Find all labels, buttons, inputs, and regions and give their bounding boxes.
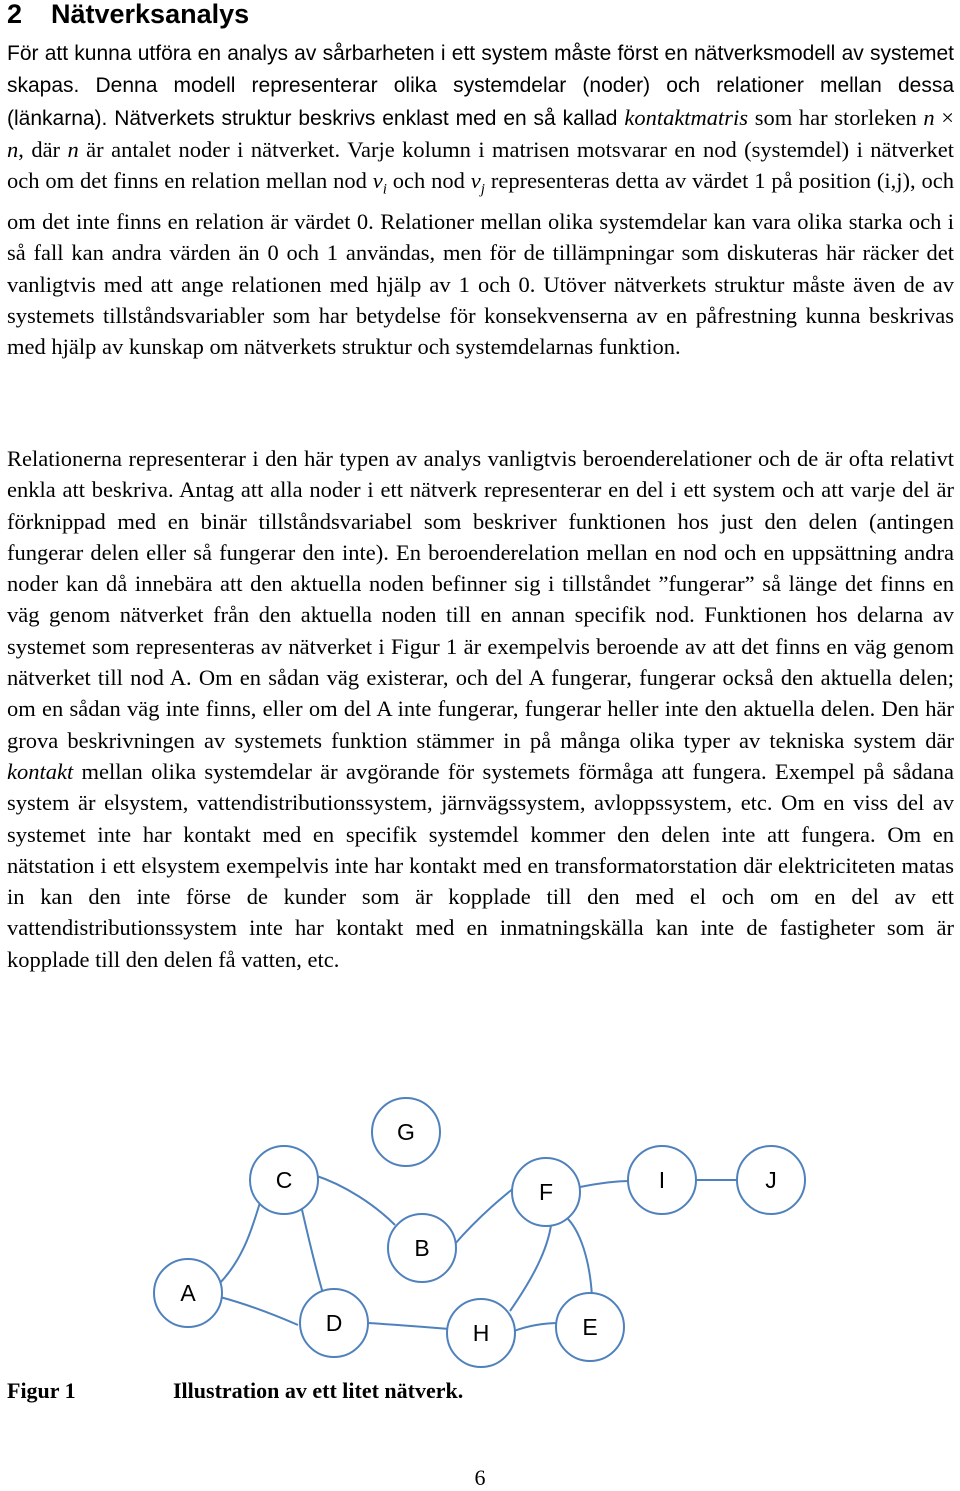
node-f <box>512 1158 580 1226</box>
node-e <box>556 1293 624 1361</box>
node-label: C <box>275 1167 293 1193</box>
node-label: F <box>538 1179 554 1205</box>
text-run: mellan olika systemdelar är avgörande för systemets förmåga att fungera. Exempel på sådana system är elsystem, vattendistributionssystem, järnvägssystem, avloppssystem, etc. Om en viss del av systemet inte har kontakt med en specifik systemdel kommer den delen inte att fungera. Om en nätstation i ett elsystem exempelvis inte har kontakt med en transformatorstation där elektriciteten matas in kan den inte försе de kunder som är kopplade till den med el och om en del av ett vattendistributionssystem inte har kontakt med en inmatningskälla kan inte de fastigheter som är kopplade till den delen få vatten, etc. <box>7 758 954 972</box>
edge-f-i <box>580 1181 630 1187</box>
edge-d-h <box>368 1323 450 1329</box>
network-nodes <box>154 1098 805 1367</box>
node-b <box>388 1214 456 1282</box>
node-label: A <box>180 1280 196 1306</box>
network-figure <box>0 1085 960 1375</box>
node-label: I <box>658 1167 666 1193</box>
edge-e-f <box>566 1217 592 1297</box>
text-run: i <box>382 181 387 198</box>
section-title: Nätverksanalys <box>51 0 250 29</box>
page-number: 6 <box>474 1465 486 1490</box>
node-h <box>447 1299 515 1367</box>
node-label: D <box>325 1310 343 1336</box>
node-label: E <box>582 1314 598 1340</box>
text-run: , där <box>18 136 68 162</box>
section-heading <box>7 0 249 32</box>
text-run: kontakt <box>7 758 74 784</box>
text-run: n <box>7 136 19 162</box>
text-run: j <box>480 181 485 198</box>
figure-caption: Illustration av ett litet nätverk. <box>173 1378 464 1403</box>
node-j <box>737 1146 805 1214</box>
figure-label: Figur 1 <box>7 1378 76 1403</box>
text-run: kontaktmatris <box>624 104 749 130</box>
node-label: H <box>472 1320 490 1346</box>
text-run: Relationerna representerar i den här typen av analys vanligtvis beroenderelationer och de är ofta relativt enkla att beskriva. Antag att alla noder i ett nätverk representerar en del i ett system och att varje del är förknippad med en binär tillståndsvariabel som beskriver funktionen hos just den delen (antingen fungerar delen eller så fungerar den inte). En beroenderelation mellan en nod och en uppsättning andra noder kan då innebära att den aktuella noden befinner sig i tillståndet ”fungerar” så länge det finns en väg genom nätverket från den aktuella noden till en annan specifik nod. Funktionen hos delarna av systemet som representeras av nätverket i Figur 1 är exempelvis beroende av att det finns en väg genom nätverket till nod A. Om en sådan väg existerar, och del A fungerar, fungerar också den aktuella delen; om en sådan väg inte finns, eller om del A inte fungerar, fungerar heller inte den aktuella delen. Den här grova beskrivningen av systemets funktion stämmer in på många olika typer av tekniska system där <box>7 446 954 753</box>
text-run: v <box>372 168 383 194</box>
text-run: n <box>923 104 935 130</box>
text-run: × <box>934 104 954 130</box>
node-d <box>300 1289 368 1357</box>
node-label: G <box>397 1119 415 1145</box>
node-c <box>250 1146 318 1214</box>
node-label: J <box>765 1167 777 1193</box>
node-g <box>372 1098 440 1166</box>
text-run: n <box>67 136 79 162</box>
edge-h-e <box>514 1323 560 1331</box>
node-a <box>154 1259 222 1327</box>
paragraph-dependency-relations <box>7 443 954 975</box>
edge-a-c <box>218 1197 262 1285</box>
node-i <box>628 1146 696 1214</box>
text-run: är antalet noder i nätverket. Varje kolumn i matrisen motsvarar en nod (systemdel) i nätverket och om det finns en relation mellan nod <box>7 136 954 194</box>
edge-b-f <box>454 1183 520 1245</box>
text-run: som har storleken <box>748 104 924 130</box>
edge-c-b <box>314 1175 395 1225</box>
edge-c-d <box>300 1201 326 1303</box>
text-run: v <box>470 168 481 194</box>
text-run: För att kunna utföra en analys av sårbarheten i ett system måste först en nätverksmodell av systemet skapas. Denna modell representerar olika systemdelar (noder) och relationer mellan dessa (länkarna). Nätverkets struktur beskrivs enklast med en så kallad <box>7 42 954 130</box>
node-label: B <box>414 1235 430 1261</box>
paragraph-network-model <box>7 37 954 362</box>
edge-a-d <box>220 1297 298 1325</box>
section-number: 2 <box>7 0 23 29</box>
text-run: representeras detta av värdet 1 på position (i,j), och om det inte finns en relation är värdet 0. Relationer mellan olika systemdelar kan vara olika starka och i så fall kan andra värden än 0 och 1 användas, men för de tillämpningar som diskuteras här räcker det vanligtvis med att ange relationen med hjälp av 1 och 0. Utöver nätverkets struktur måste även de av systemets tillståndsvariabler som har betydelse för konsekvenserna av en påfrestning kunna beskrivas med hjälp av kunskap om nätverkets struktur och systemdelarnas funktion. <box>7 168 954 360</box>
text-run: och nod <box>386 168 471 194</box>
edge-h-f <box>510 1217 552 1311</box>
